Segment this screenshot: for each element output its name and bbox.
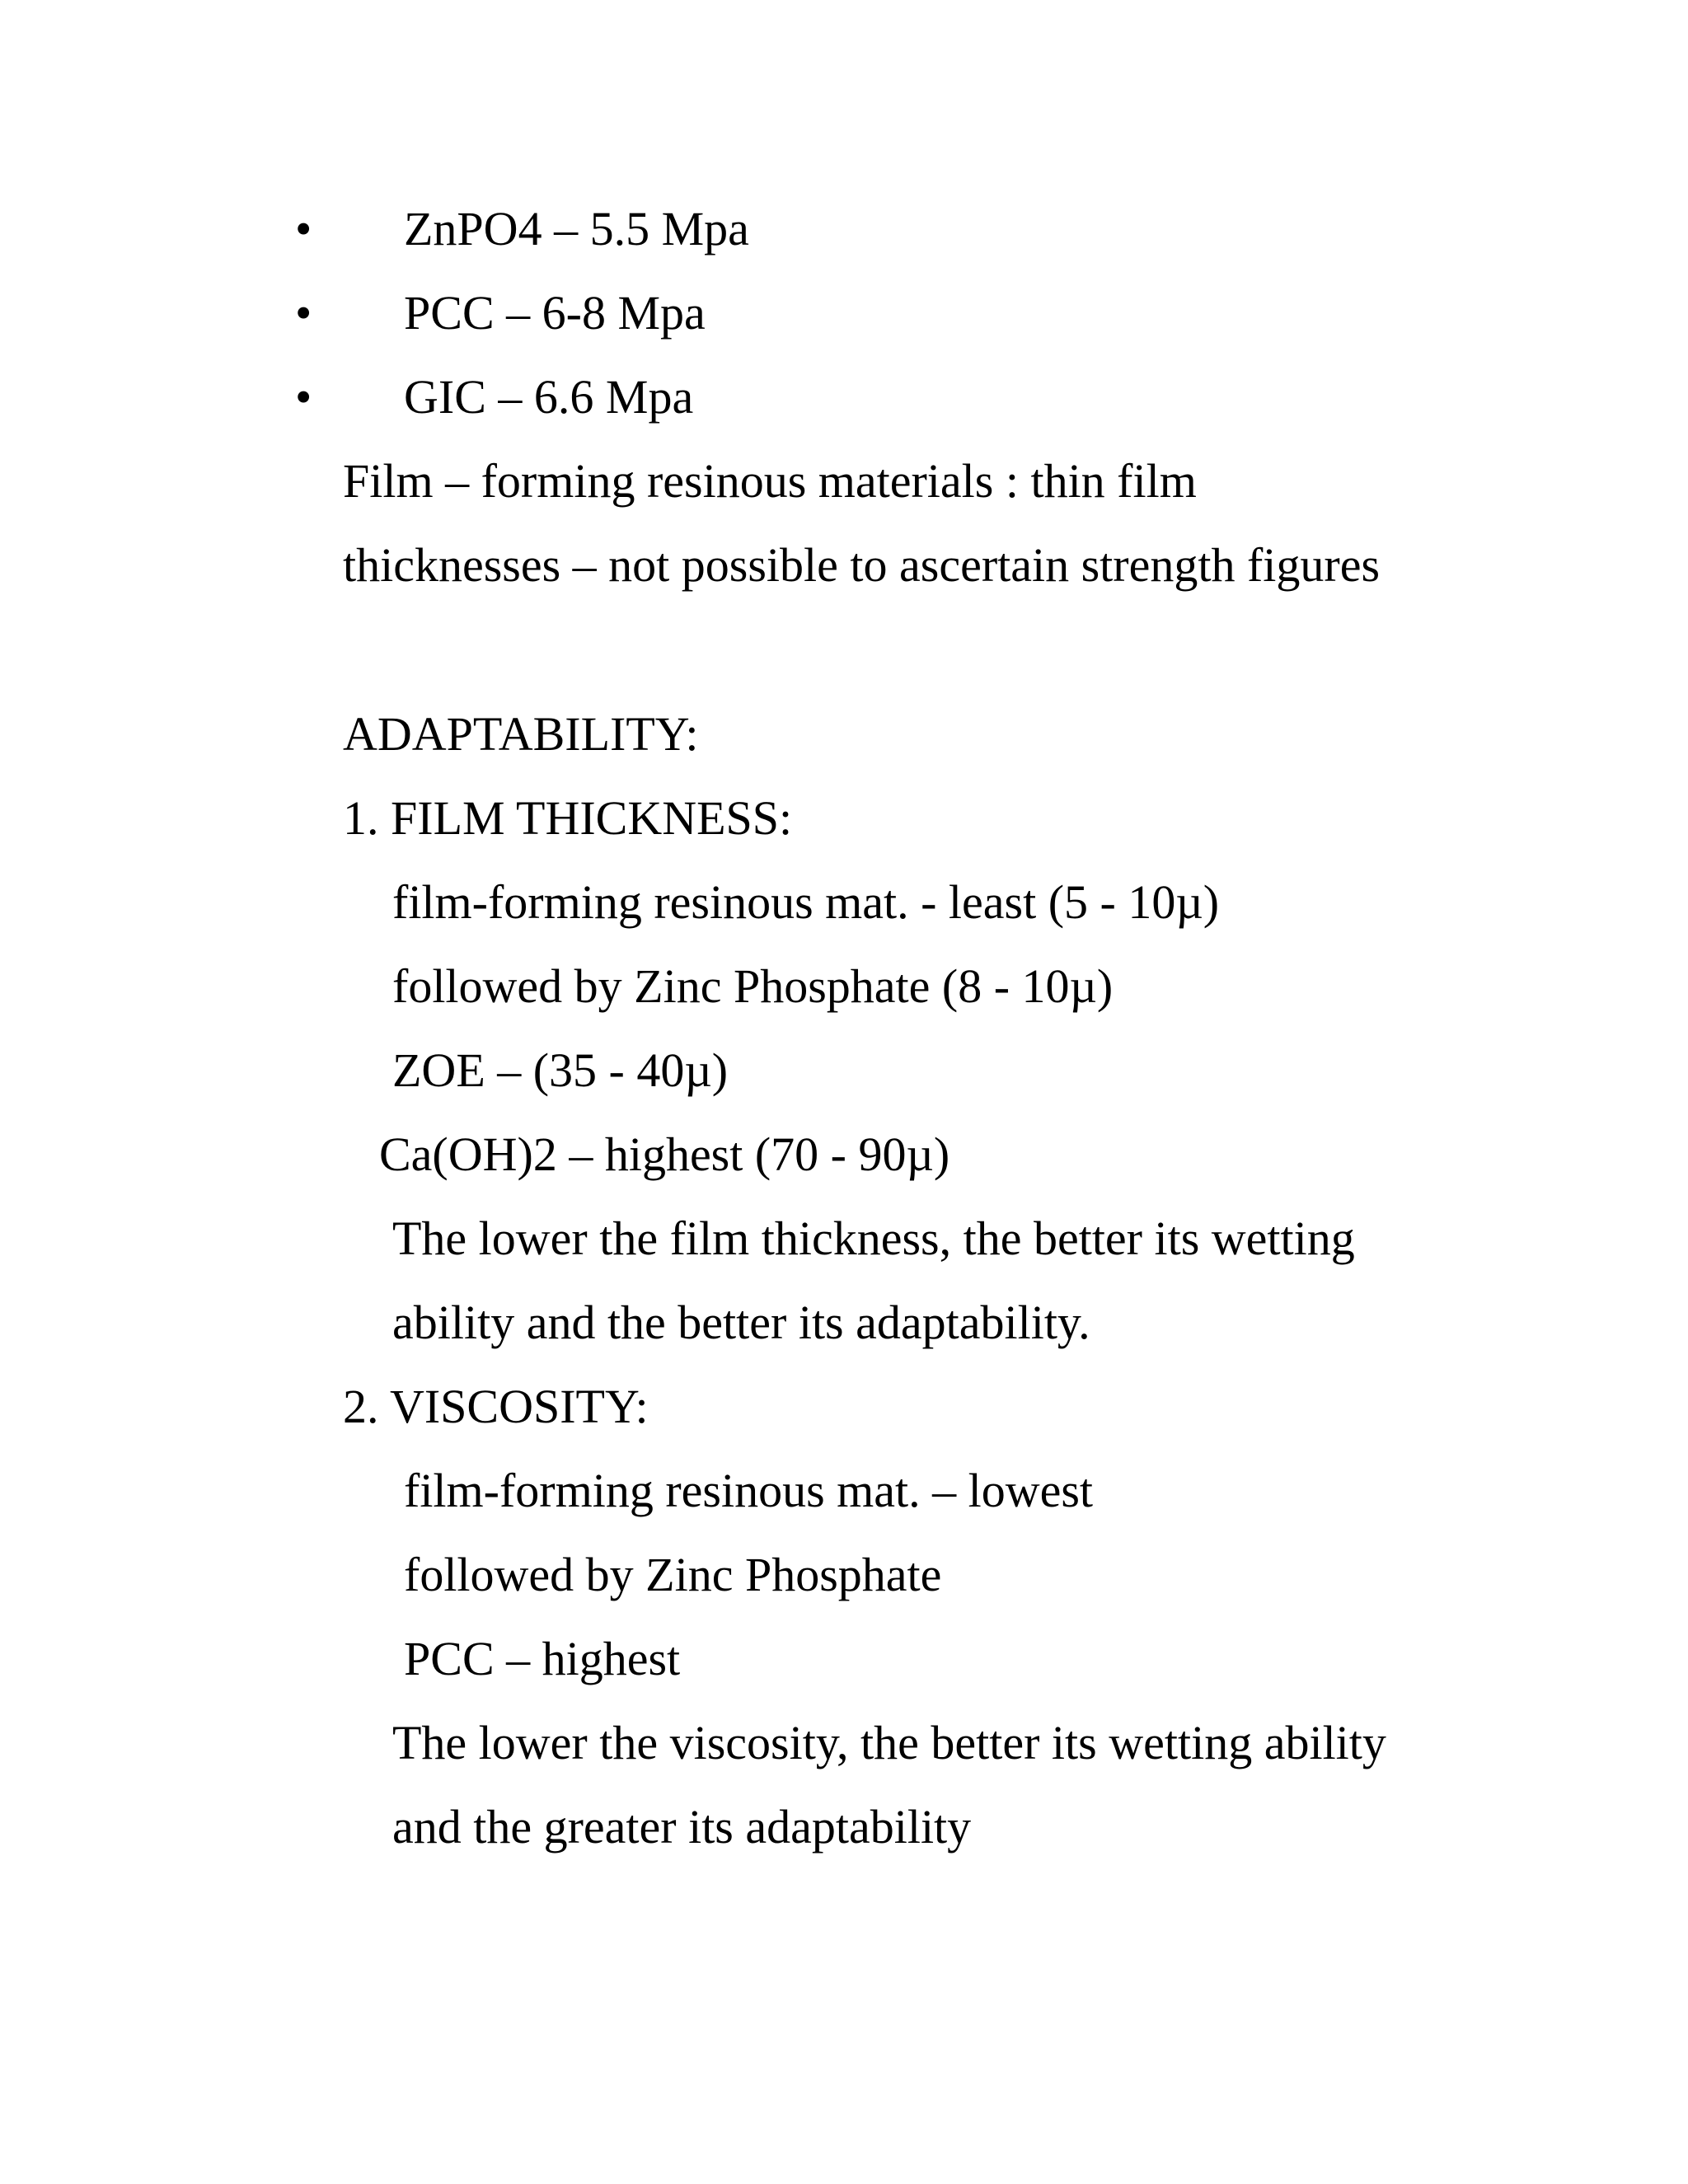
film-thickness-line: ZOE – (35 - 40µ) bbox=[392, 1043, 729, 1097]
bullet-icon: • bbox=[295, 202, 312, 255]
film-note-line-2: thicknesses – not possible to ascertain strength figures bbox=[343, 538, 1381, 592]
viscosity-line: and the greater its adaptability bbox=[392, 1800, 972, 1854]
viscosity-heading: 2. VISCOSITY: bbox=[343, 1380, 649, 1433]
film-note-line-1: Film – forming resinous materials : thin film bbox=[343, 454, 1197, 508]
viscosity-line: film-forming resinous mat. – lowest bbox=[404, 1464, 1094, 1517]
bullet-icon: • bbox=[295, 286, 312, 340]
viscosity-line: PCC – highest bbox=[404, 1632, 681, 1685]
viscosity-line: The lower the viscosity, the better its wetting ability bbox=[392, 1716, 1386, 1769]
film-thickness-heading: 1. FILM THICKNESS: bbox=[343, 791, 793, 845]
film-thickness-line: film-forming resinous mat. - least (5 - 10µ) bbox=[392, 875, 1220, 929]
film-thickness-line: followed by Zinc Phosphate (8 - 10µ) bbox=[392, 959, 1114, 1013]
bullet-icon: • bbox=[295, 370, 312, 424]
adaptability-heading: ADAPTABILITY: bbox=[343, 707, 699, 761]
strength-item-gic: GIC – 6.6 Mpa bbox=[404, 370, 694, 424]
film-thickness-line: Ca(OH)2 – highest (70 - 90µ) bbox=[379, 1127, 950, 1181]
strength-item-znpo4: ZnPO4 – 5.5 Mpa bbox=[404, 202, 749, 255]
film-thickness-line: ability and the better its adaptability. bbox=[392, 1296, 1090, 1349]
strength-item-pcc: PCC – 6-8 Mpa bbox=[404, 286, 706, 340]
film-thickness-line: The lower the film thickness, the better its wetting bbox=[392, 1212, 1355, 1265]
viscosity-line: followed by Zinc Phosphate bbox=[404, 1548, 942, 1601]
